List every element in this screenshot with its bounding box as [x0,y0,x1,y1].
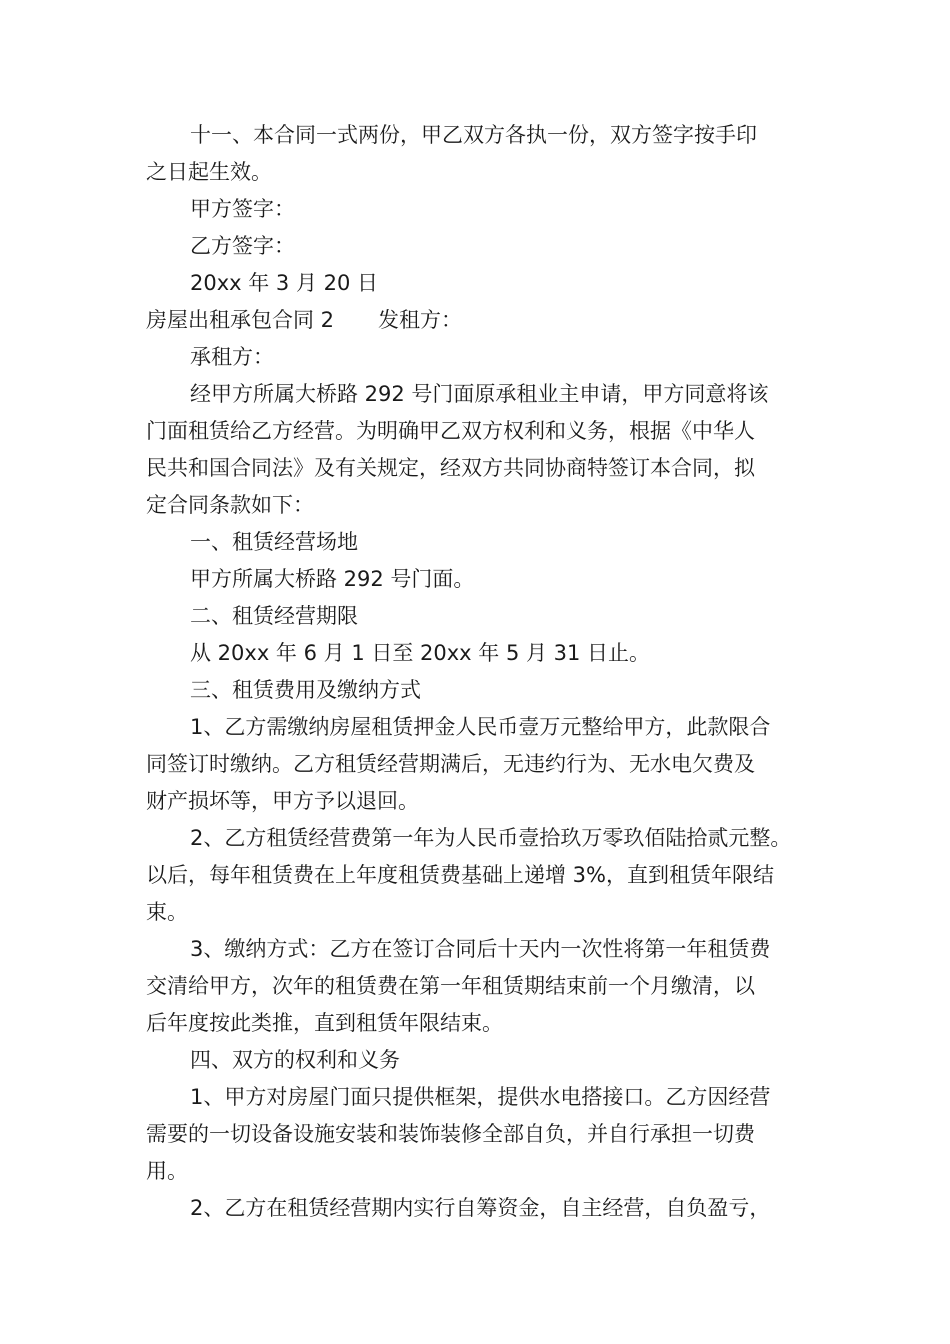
document-line [146,561,811,598]
document-line [146,524,811,561]
line-text: 1、甲方对房屋门面只提供框架，提供水电搭接口。乙方因经营 [190,1085,771,1109]
document-line [146,635,811,672]
line-text: 门面租赁给乙方经营。为明确甲乙双方权利和义务，根据《中华人 [146,419,755,443]
document-line [146,857,811,894]
line-text: 同签订时缴纳。乙方租赁经营期满后，无违约行为、无水电欠费及 [146,752,755,776]
document-line [146,931,811,968]
line-text: 三、租赁费用及缴纳方式 [190,678,421,702]
document-line [146,1116,811,1153]
line-text: 2、乙方在租赁经营期内实行自筹资金，自主经营，自负盈亏， [190,1196,771,1220]
document-line [146,376,811,413]
document-line [146,709,811,746]
document-line [146,1042,811,1079]
line-text: 乙方签字： [190,234,295,258]
document-line [146,1153,811,1190]
line-text: 1、乙方需缴纳房屋租赁押金人民币壹万元整给甲方，此款限合 [190,715,771,739]
line-text: 民共和国合同法》及有关规定，经双方共同协商特签订本合同，拟 [146,456,755,480]
line-text: 束。 [146,900,188,924]
line-text: 四、双方的权利和义务 [190,1048,400,1072]
line-text: 用。 [146,1159,188,1183]
line-text: 之日起生效。 [146,160,272,184]
line-extra-text: 发租方： [378,308,463,332]
document-line [146,968,811,1005]
line-text: 一、租赁经营场地 [190,530,358,554]
line-text: 甲方签字： [190,197,295,221]
line-text: 20xx 年 3 月 20 日 [190,271,379,295]
document-line [146,894,811,931]
document-line [146,1005,811,1042]
document-line [146,1190,811,1227]
document-line [146,302,811,339]
line-text: 以后，每年租赁费在上年度租赁费基础上递增 3%，直到租赁年限结 [146,863,774,887]
line-text: 需要的一切设备设施安装和装饰装修全部自负，并自行承担一切费 [146,1122,755,1146]
document-line [146,265,811,302]
document-page [146,117,811,1227]
line-text: 房屋出租承包合同 2 [146,308,335,332]
line-text: 2、乙方租赁经营费第一年为人民币壹拾玖万零玖佰陆拾贰元整。 [190,826,792,850]
line-text: 后年度按此类推，直到租赁年限结束。 [146,1011,503,1035]
document-line [146,413,811,450]
line-text: 财产损坏等，甲方予以退回。 [146,789,419,813]
document-line [146,487,811,524]
line-text: 交清给甲方，次年的租赁费在第一年租赁期结束前一个月缴清，以 [146,974,755,998]
document-line [146,339,811,376]
line-text: 二、租赁经营期限 [190,604,358,628]
document-line [146,672,811,709]
document-line [146,450,811,487]
line-text: 从 20xx 年 6 月 1 日至 20xx 年 5 月 31 日止。 [190,641,651,665]
document-line [146,117,811,154]
line-text: 3、缴纳方式：乙方在签订合同后十天内一次性将第一年租赁费 [190,937,771,961]
document-line [146,191,811,228]
document-line [146,1079,811,1116]
document-line [146,783,811,820]
line-text: 甲方所属大桥路 292 号门面。 [190,567,475,591]
line-text: 经甲方所属大桥路 292 号门面原承租业主申请，甲方同意将该 [190,382,769,406]
document-line [146,154,811,191]
document-line [146,598,811,635]
document-line [146,820,811,857]
document-line [146,228,811,265]
document-line [146,746,811,783]
line-text: 十一、本合同一式两份，甲乙双方各执一份，双方签字按手印 [190,123,757,147]
line-text: 承租方： [190,345,274,369]
line-text: 定合同条款如下： [146,493,314,517]
